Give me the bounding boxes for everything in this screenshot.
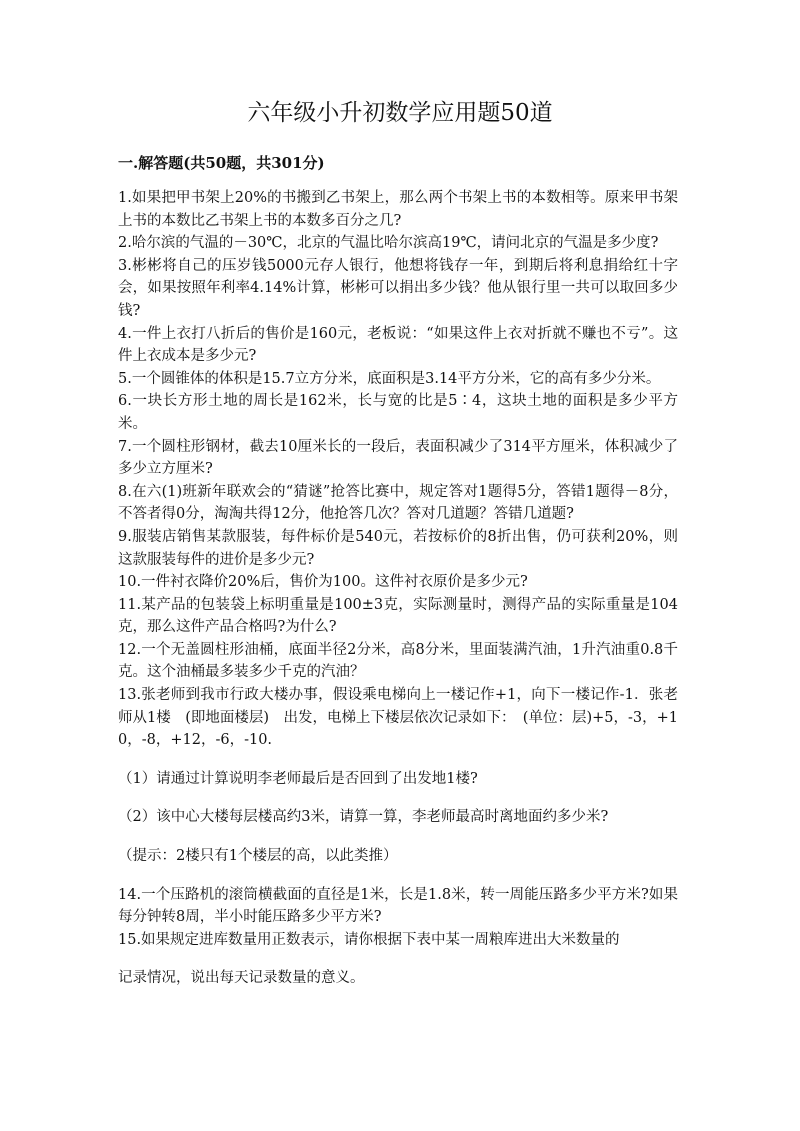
question-1: 1.如果把甲书架上20%的书搬到乙书架上，那么两个书架上书的本数相等。原来甲书架上书的本数比乙书架上书的本数多百分之几?	[118, 190, 678, 229]
question-9: 9.服装店销售某款服装，每件标价是540元，若按标价的8折出售，仍可获利20%，则这款服装每件的进价是多少元?	[118, 528, 678, 568]
question-4: 4.一件上衣打八折后的售价是160元，老板说：“如果这件上衣对折就不赚也不亏”。这件上衣成本是多少元?	[118, 325, 678, 365]
question-15-line-1: 15.如果规定进库数量用正数表示，请你根据下表中某一周粮库进出大米数量的	[118, 931, 620, 948]
question-12: 12.一个无盖圆柱形油桶，底面半径2分米，高8分米，里面装满汽油，1升汽油重0.8千克。这个油桶最多装多少千克的汽油？	[118, 641, 678, 681]
question-13-part-1: （1）请通过计算说明李老师最后是否回到了出发地1楼?	[118, 770, 478, 787]
question-2: 2.哈尔滨的气温的－30℃，北京的气温比哈尔滨高19℃，请问北京的气温是多少度?	[118, 235, 659, 252]
question-13-hint: （提示：2楼只有1个楼层的高，以此类推）	[118, 848, 398, 865]
section-heading: 一.解答题(共50题，共301分)	[118, 154, 325, 172]
question-8: 8.在六(1)班新年联欢会的“猜谜”抢答比赛中，规定答对1题得5分，答错1题得－8分，不答者得0分，淘淘共得12分，他抢答几次？答对几道题？答错几道题?	[118, 483, 678, 523]
question-3: 3.彬彬将自己的压岁钱5000元存人银行，他想将钱存一年，到期后将利息捐给红十字会，如果按照年利率4.14%计算，彬彬可以捐出多少钱？他从银行里一共可以取回多少钱?	[118, 257, 678, 319]
document-title: 六年级小升初数学应用题50道	[247, 100, 553, 126]
question-11: 11.某产品的包装袋上标明重量是100±3克，实际测量时，测得产品的实际重量是104克，那么这件产品合格吗?为什么?	[118, 596, 678, 636]
question-14: 14.一个压路机的滚筒横截面的直径是1米，长是1.8米，转一周能压路多少平方米?如果每分钟转8周，半小时能压路多少平方米?	[118, 886, 678, 926]
question-10: 10.一件衬衣降价20%后，售价为100。这件衬衣原价是多少元?	[118, 574, 528, 591]
question-7: 7.一个圆柱形钢材，截去10厘米长的一段后，表面积减少了314平方厘米，体积减少了多少立方厘米?	[118, 438, 678, 478]
question-15-line-2: 记录情况，说出每天记录数量的意义。	[118, 970, 365, 987]
question-6: 6.一块长方形土地的周长是162米，长与宽的比是5∶4，这块土地的面积是多少平方米。	[118, 393, 678, 432]
question-13: 13.张老师到我市行政大楼办事，假设乘电梯向上一楼记作+1，向下一楼记作-1．张老师从1楼 (即地面楼层) 出发，电梯上下楼层依次记录如下： (单位：层)+5，-3，+10，-8，+12，-6，-10.	[118, 687, 678, 749]
question-list	[118, 187, 678, 990]
question-5: 5.一个圆锥体的体积是15.7立方分米，底面积是3.14平方分米，它的高有多少分米。	[118, 370, 661, 387]
question-13-part-2: （2）该中心大楼每层楼高约3米，请算一算，李老师最高时离地面约多少米?	[118, 809, 609, 826]
